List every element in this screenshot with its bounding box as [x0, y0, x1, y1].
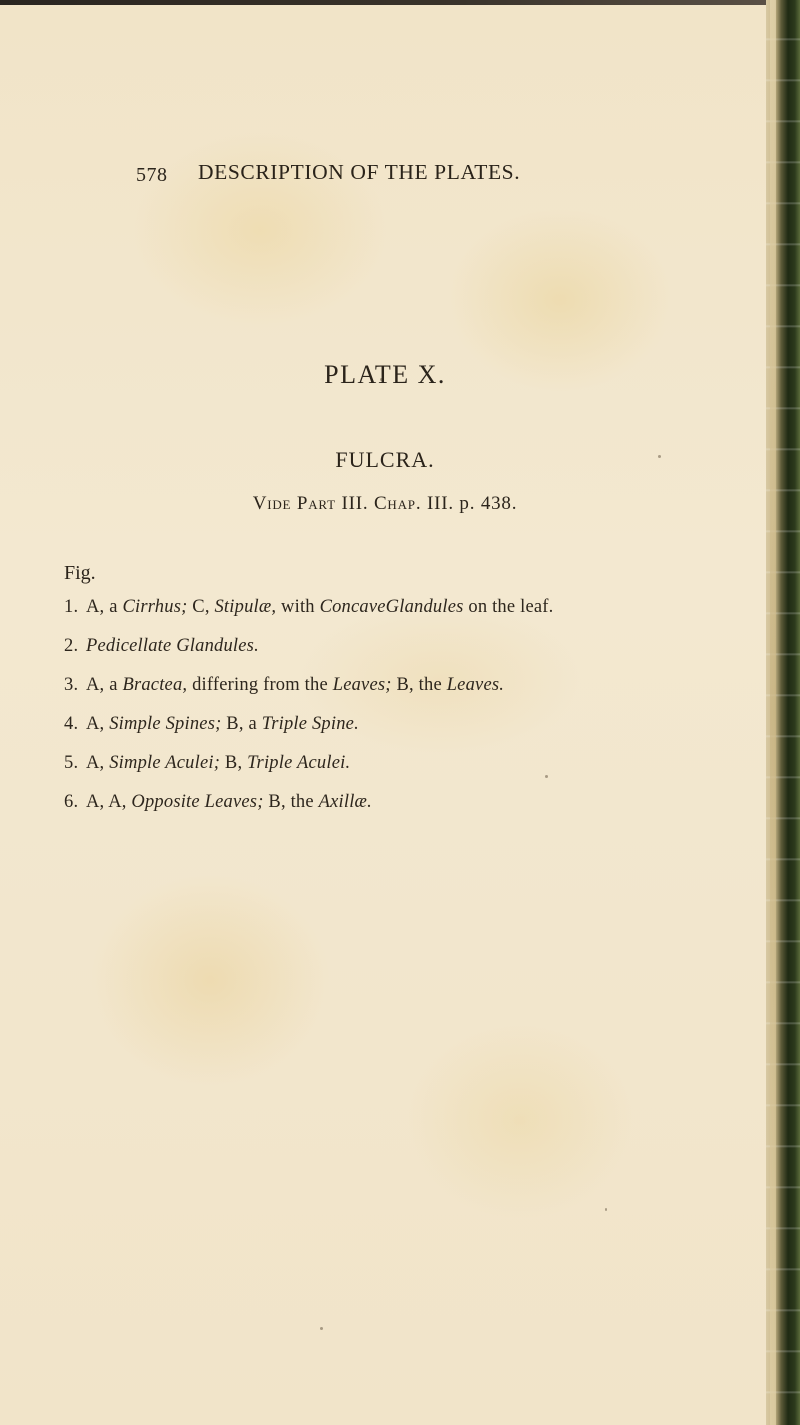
figure-text: A,	[86, 714, 110, 734]
figure-list	[64, 597, 754, 831]
figure-text: differing from the	[187, 675, 333, 695]
plate-subject: FULCRA.	[335, 447, 435, 472]
figure-description	[82, 675, 504, 695]
figure-item	[64, 714, 754, 753]
figure-item	[64, 753, 754, 792]
reference-part: Part	[296, 493, 336, 514]
figure-number: 2.	[64, 636, 79, 656]
figure-number: 4.	[64, 714, 79, 734]
plate-title: PLATE X.	[324, 360, 446, 389]
figure-text: A, A,	[86, 792, 132, 812]
figure-item	[64, 636, 754, 675]
figure-term: Leaves;	[332, 675, 392, 695]
figure-number: 5.	[64, 753, 79, 773]
figure-text: A,	[86, 753, 110, 773]
reference-chap: Chap.	[373, 493, 422, 514]
running-head	[136, 160, 586, 190]
figure-term: ConcaveGlandules	[319, 597, 464, 617]
figure-text: C,	[187, 597, 215, 617]
figure-term: Leaves.	[446, 675, 505, 695]
paper-speck	[605, 1208, 607, 1211]
figure-term: Pedicellate Glandules.	[86, 636, 259, 656]
reference-line	[0, 493, 770, 515]
reference-part-number: III.	[341, 493, 369, 514]
figure-item	[64, 597, 754, 636]
figure-text: on the leaf.	[463, 597, 554, 617]
reference-vide: Vide	[252, 493, 292, 514]
figure-number: 3.	[64, 675, 79, 695]
figure-term: Bractea,	[122, 675, 188, 695]
book-binding-edge	[766, 0, 800, 1425]
figure-text: B, the	[391, 675, 447, 695]
figure-term: Opposite Leaves;	[131, 792, 264, 812]
figure-item	[64, 792, 754, 831]
figure-term: Triple Aculei.	[247, 753, 351, 773]
figure-term: Stipulæ,	[214, 597, 277, 617]
figure-term: Simple Spines;	[109, 714, 222, 734]
figure-description	[82, 636, 259, 656]
figure-text: A, a	[86, 675, 123, 695]
figure-number: 6.	[64, 792, 79, 812]
figure-text: with	[276, 597, 320, 617]
running-head-title: DESCRIPTION OF THE PLATES.	[198, 160, 521, 184]
figure-description	[82, 753, 350, 773]
figure-item	[64, 675, 754, 714]
figure-text: A, a	[86, 597, 123, 617]
paper-speck	[320, 1327, 323, 1330]
figure-label: Fig.	[64, 562, 96, 584]
figure-term: Cirrhus;	[122, 597, 188, 617]
reference-rest: III. p. 438.	[426, 493, 518, 514]
figure-text: B, the	[263, 792, 319, 812]
top-rule	[0, 0, 770, 5]
figure-term: Simple Aculei;	[109, 753, 221, 773]
figure-description	[82, 597, 553, 617]
figure-number: 1.	[64, 597, 79, 617]
figure-text: B, a	[221, 714, 262, 734]
figure-term: Triple Spine.	[261, 714, 359, 734]
figure-text: B,	[220, 753, 248, 773]
figure-description	[82, 792, 372, 812]
page-number: 578	[136, 164, 168, 186]
figure-description	[82, 714, 359, 734]
figure-term: Axillæ.	[318, 792, 372, 812]
